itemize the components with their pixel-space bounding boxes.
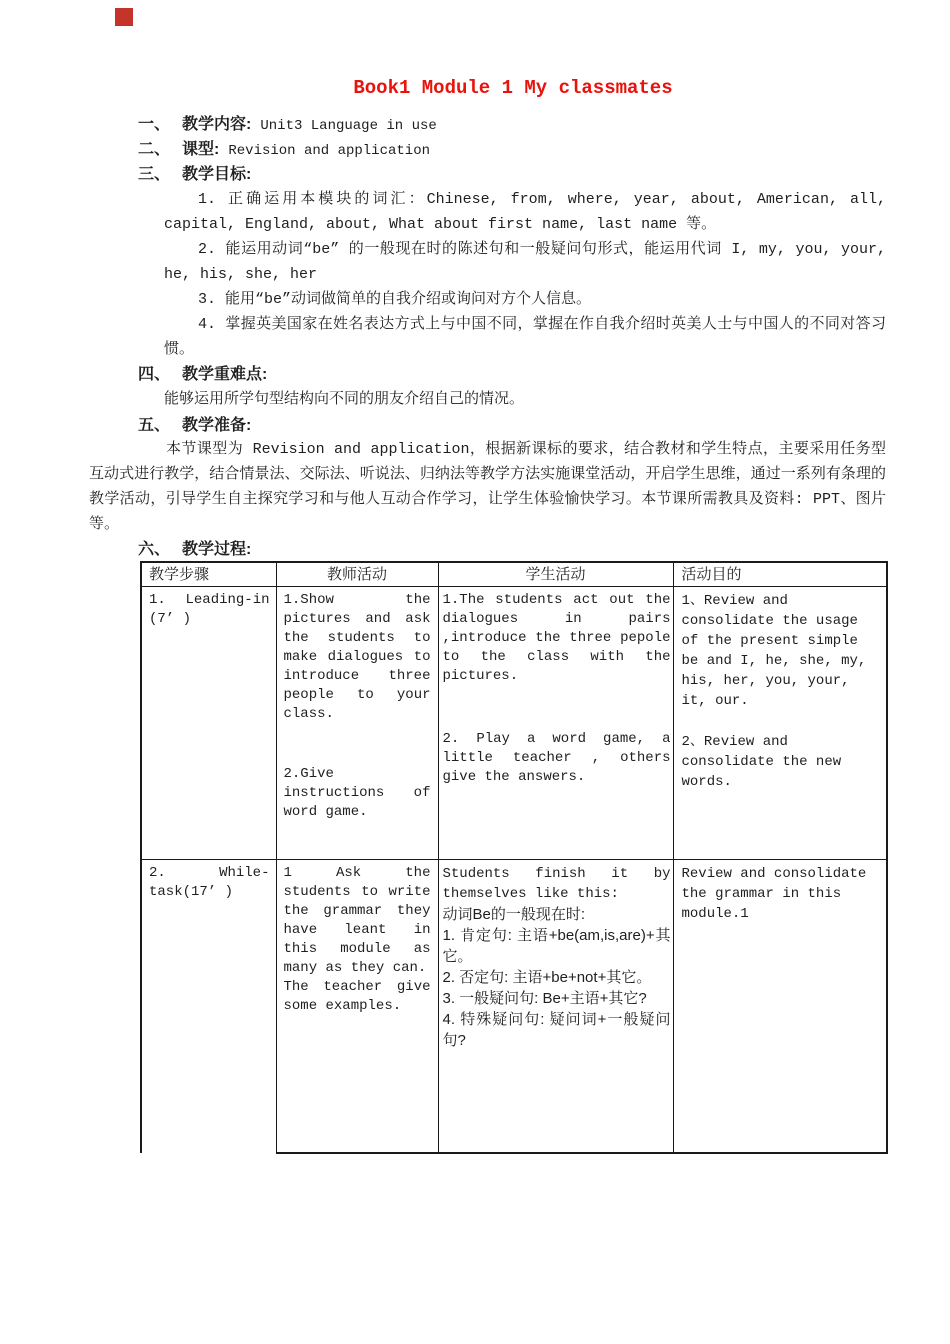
objective-item: 3. 能用“be”动词做简单的自我介绍或询问对方个人信息。 [198, 291, 592, 308]
column-header-steps: 教学步骤 [141, 562, 276, 586]
objective-item: 4. 掌握英美国家在姓名表达方式上与中国不同，掌握在作自我介绍时英美人士与中国人的不同对答习惯。 [164, 316, 886, 358]
cell-paragraph: 动词Be的一般现在时: [442, 905, 586, 923]
section-heading-content [138, 112, 886, 137]
section-number: 六、 [138, 541, 171, 558]
cell-teacher-activity [276, 859, 438, 1153]
cell-paragraph: Students finish it by themselves like this: [442, 865, 671, 902]
section-heading-objectives [138, 162, 886, 187]
section-number: 五、 [138, 417, 171, 434]
cell-paragraph: 1. Leading-in (7’ ) [149, 591, 270, 627]
table-row [141, 859, 887, 1153]
page-title: Book1 Module 1 My classmates [353, 77, 673, 99]
section-number: 四、 [138, 366, 171, 383]
cell-paragraph: 2. While-task(17’ ) [149, 864, 270, 900]
cell-paragraph: 2. Play a word game, a little teacher , others give the answers. [442, 730, 671, 785]
section-heading-process [138, 537, 886, 562]
section-number: 一、 [138, 116, 171, 133]
cell-paragraph: 1.Show the pictures and ask the students to make dialogues to introduce three people to your class. [283, 591, 431, 722]
cell-step [141, 586, 276, 859]
key-points-body: 能够运用所学句型结构向不同的朋友介绍自己的情况。 [164, 391, 525, 408]
objective-item: 1. 正确运用本模块的词汇：Chinese, from, where, year, about, American, all, capital, England, about, What about first name, last name 等。 [164, 191, 886, 233]
section-value: Revision and application [228, 143, 430, 159]
section-number: 三、 [138, 166, 171, 183]
red-stamp-icon [115, 8, 133, 26]
cell-step [141, 859, 276, 1153]
preparation-body: 本节课型为 Revision and application，根据新课标的要求，结合教材和学生特点，主要采用任务型互动式进行教学，结合情景法、交际法、听说法、归纳法等教学方法实施课堂活动，开启学生思维，通过一系列有条理的教学活动，引导学生自主探究学习和与他人互动合作学习，让学生体验愉快学习。本节课所需教具及资料: PPT、图片等。 [89, 441, 886, 533]
cell-paragraph: 1 Ask the students to write the grammar they have leant in this module as many as they can. [283, 864, 431, 976]
section-number: 二、 [138, 141, 171, 158]
section-heading-key-points [138, 362, 886, 387]
cell-paragraph: The teacher give some examples. [283, 978, 431, 1014]
column-header-activity-purpose: 活动目的 [673, 562, 887, 586]
section-value: Unit3 Language in use [260, 118, 437, 134]
cell-student-activity [438, 859, 673, 1153]
table-row [141, 586, 887, 859]
cell-paragraph: 1. 肯定句: 主语+be(am,is,are)+其它。 [442, 926, 671, 965]
section-heading-preparation [138, 413, 886, 438]
table-header-row [141, 562, 887, 586]
section-label: 教学内容: [182, 116, 252, 133]
cell-teacher-activity [276, 586, 438, 859]
section-label: 课型: [182, 141, 220, 158]
cell-paragraph: 3. 一般疑问句: Be+主语+其它? [442, 989, 647, 1007]
cell-activity-purpose [673, 859, 887, 1153]
cell-paragraph: 4. 特殊疑问句: 疑问词+一般疑问句? [442, 1010, 671, 1049]
section-label: 教学准备: [182, 417, 252, 434]
cell-paragraph: 2、Review and consolidate the new words. [681, 733, 842, 790]
cell-paragraph: 2. 否定句: 主语+be+not+其它。 [442, 968, 652, 986]
cell-paragraph: 2.Give instructions of word game. [283, 765, 431, 820]
section-heading-lesson-type [138, 137, 886, 162]
cell-paragraph: 1、Review and consolidate the usage of the present simple be and I, he, she, my, his, her, you, your, it, our. [681, 592, 867, 709]
cell-activity-purpose [673, 586, 887, 859]
cell-paragraph: 1.The students act out the dialogues in pairs ,introduce the three pepole to the class with the pictures. [442, 591, 671, 684]
cell-student-activity [438, 586, 673, 859]
teaching-process-table [140, 561, 886, 1154]
section-label: 教学目标: [182, 166, 252, 183]
section-label: 教学重难点: [182, 366, 268, 383]
column-header-teacher-activity: 教师活动 [276, 562, 438, 586]
section-label: 教学过程: [182, 541, 252, 558]
column-header-student-activity: 学生活动 [438, 562, 673, 586]
cell-paragraph: Review and consolidate the grammar in this module.1 [681, 865, 867, 922]
objective-item: 2. 能运用动词“be” 的一般现在时的陈述句和一般疑问句形式，能运用代词 I, my, you, your, he, his, she, her [164, 241, 886, 283]
